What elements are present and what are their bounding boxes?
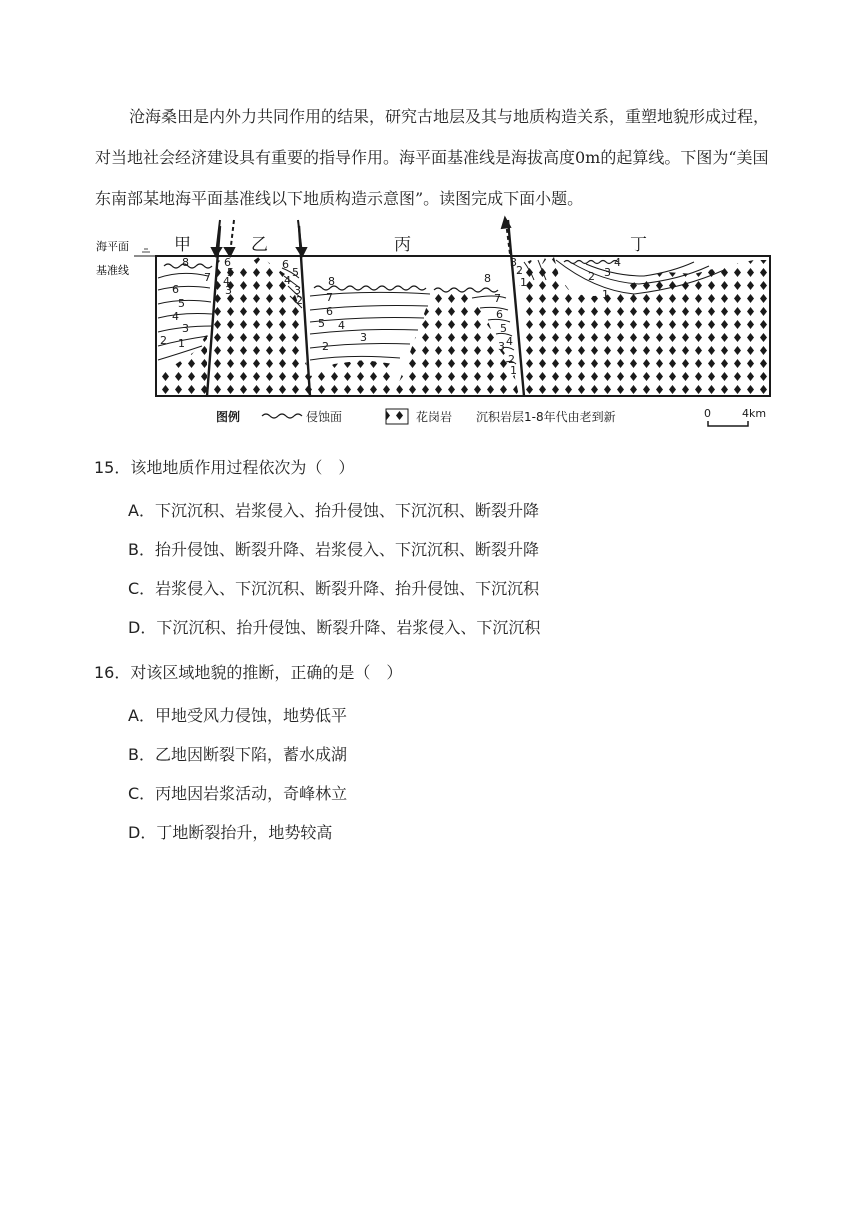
granite-ding: [519, 256, 770, 396]
legend-title: 图例: [216, 410, 241, 424]
layer-number: 8: [484, 272, 491, 285]
layer-number: 3: [498, 340, 505, 353]
scale-length: 4km: [742, 407, 767, 420]
intro-passage: [95, 96, 775, 219]
layer-number: 1: [602, 288, 609, 301]
option-b[interactable]: B．乙地因断裂下陷，蓄水成湖: [128, 745, 347, 764]
layer-number: 7: [494, 292, 501, 305]
layer-number: 4: [172, 310, 179, 323]
option-a[interactable]: A．下沉沉积、岩浆侵入、抬升侵蚀、下沉沉积、断裂升降: [128, 501, 539, 520]
granite-swatch: [386, 409, 408, 424]
region-bing: 丙: [394, 235, 411, 255]
layer-number: 4: [284, 274, 291, 287]
erosion-surface-ding: [564, 261, 618, 264]
baseline-label: 基准线: [96, 264, 129, 277]
layer-number: 5: [292, 266, 299, 279]
erosion-symbol: [262, 414, 302, 418]
layer-number: 6: [224, 256, 231, 269]
layer-number: 2: [588, 270, 595, 283]
erosion-surface-bing: [314, 286, 498, 292]
layer-number: 3: [225, 284, 232, 297]
layer-number: 6: [496, 308, 503, 321]
layer-number: 3: [360, 331, 367, 344]
option-c[interactable]: C．岩浆侵入、下沉沉积、断裂升降、抬升侵蚀、下沉沉积: [128, 579, 540, 598]
layer-number: 5: [500, 322, 507, 335]
layer-number: 3: [182, 322, 189, 335]
intro-text: 沧海桑田是内外力共同作用的结果，研究古地层及其与地质构造关系，重塑地貌形成过程，对当地社会经济建设具有重要的指导作用。海平面基准线是海拔高度0m的起算线。下图为“美国东南部某地海平面基准线以下地质构造示意图”。读图完成下面小题。: [95, 107, 770, 208]
legend-strata: 沉积岩层1-8年代由老到新: [476, 410, 616, 424]
layer-number: 1: [178, 337, 185, 350]
layer-number: 5: [318, 317, 325, 330]
question-15: [94, 456, 541, 637]
question-stem: 15．该地地质作用过程依次为（ ）: [94, 458, 355, 477]
question-16: [94, 661, 403, 842]
option-d[interactable]: D．下沉沉积、抬升侵蚀、断裂升降、岩浆侵入、下沉沉积: [128, 618, 541, 637]
layer-number: 3: [604, 266, 611, 279]
region-yi: 乙: [251, 235, 268, 255]
layer-number: 4: [223, 275, 230, 288]
layer-number: 4: [614, 256, 621, 269]
geology-cross-section-figure: [94, 214, 774, 436]
layer-number: 2: [516, 264, 523, 277]
layer-number: 6: [282, 258, 289, 271]
layer-number: 3: [510, 256, 517, 269]
layer-number: 8: [182, 256, 189, 269]
legend-erosion: 侵蚀面: [306, 410, 343, 424]
layer-number: 2: [322, 340, 329, 353]
layer-number: 4: [506, 335, 513, 348]
layer-number: 4: [338, 319, 345, 332]
layer-number: 2: [508, 353, 515, 366]
region-jia: 甲: [174, 235, 191, 255]
option-b[interactable]: B．抬升侵蚀、断裂升降、岩浆侵入、下沉沉积、断裂升降: [128, 540, 539, 559]
layer-number: 1: [510, 364, 517, 377]
layer-number: 8: [328, 275, 335, 288]
scale-bar: [708, 421, 748, 426]
legend: [216, 407, 766, 426]
layer-number: 1: [520, 276, 527, 289]
question-stem: 16．对该区域地貌的推断，正确的是（ ）: [94, 663, 403, 682]
scale-zero: 0: [704, 407, 711, 420]
layer-number: 2: [296, 294, 303, 307]
layer-number: 7: [204, 271, 211, 284]
layer-number: 5: [227, 266, 234, 279]
legend-granite: 花岗岩: [416, 410, 453, 424]
option-d[interactable]: D．丁地断裂抬升，地势较高: [128, 823, 333, 842]
layer-number: 3: [294, 284, 301, 297]
layer-number: 6: [172, 283, 179, 296]
layer-number: 7: [326, 291, 333, 304]
option-a[interactable]: A．甲地受风力侵蚀，地势低平: [128, 706, 347, 725]
option-c[interactable]: C．丙地因岩浆活动，奇峰林立: [128, 784, 348, 803]
region-ding: 丁: [630, 235, 647, 255]
layer-number: 5: [178, 297, 185, 310]
layer-number: 6: [326, 305, 333, 318]
layer-number: 2: [160, 334, 167, 347]
granite-bing-base: [310, 360, 394, 396]
sea-level-label: 海平面: [96, 240, 129, 253]
